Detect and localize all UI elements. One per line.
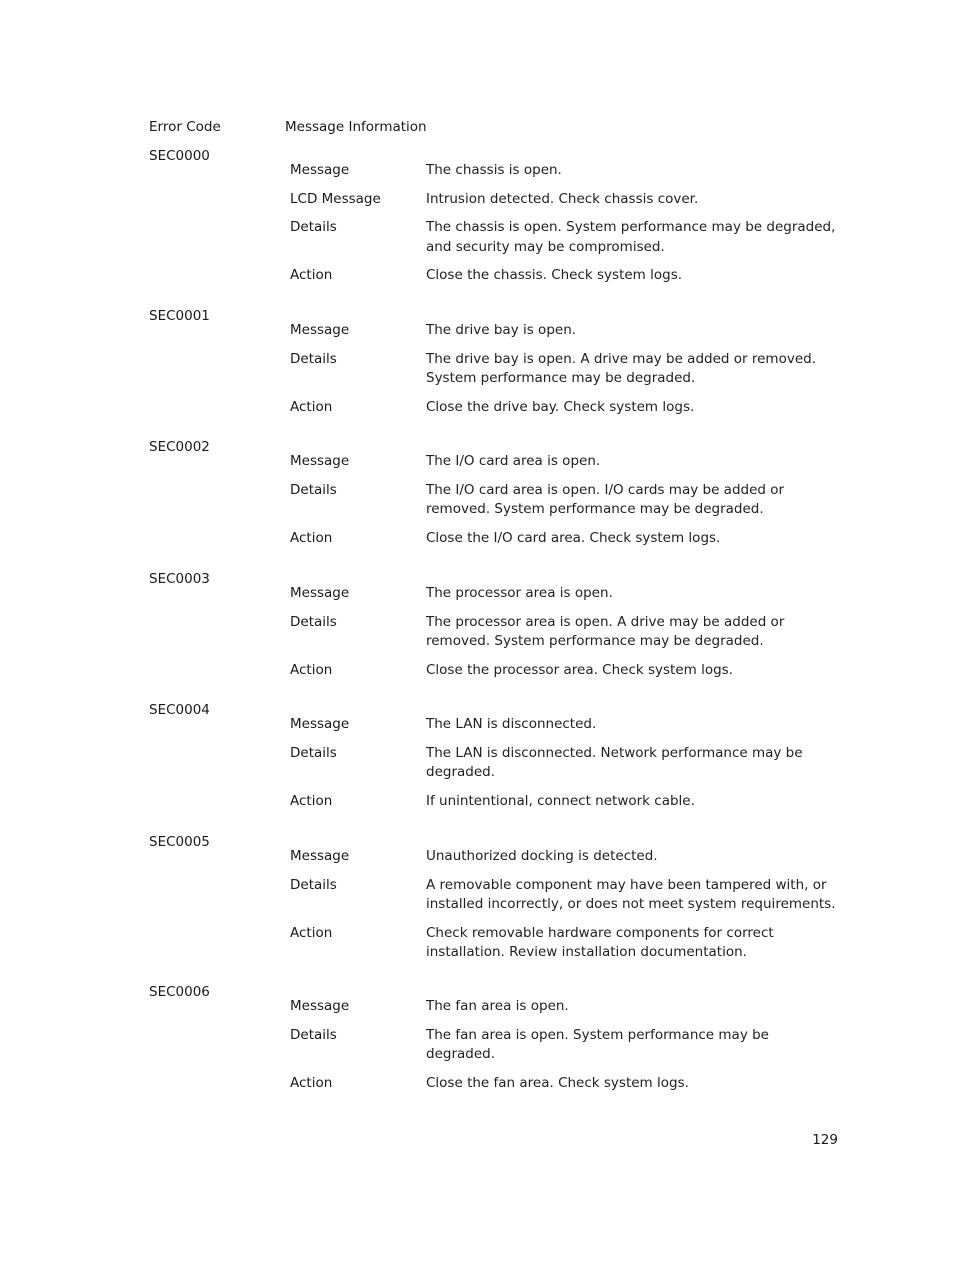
field-value: Close the chassis. Check system logs. bbox=[426, 267, 683, 283]
error-code: SEC0006 bbox=[149, 984, 210, 1000]
field-label: LCD Message bbox=[290, 190, 381, 207]
field-details bbox=[290, 1026, 840, 1065]
field-value: The drive bay is open. bbox=[426, 322, 577, 338]
field-details bbox=[290, 744, 840, 783]
field-message bbox=[290, 715, 840, 735]
message-fields bbox=[290, 452, 840, 557]
field-action bbox=[290, 398, 840, 418]
field-label: Message bbox=[290, 848, 350, 864]
field-value: The I/O card area is open. bbox=[426, 453, 601, 469]
page-number: 129 bbox=[812, 1132, 838, 1148]
field-label: Details bbox=[290, 350, 337, 367]
field-value: The processor area is open. A drive may be added or removed. System performance may be degraded. bbox=[426, 613, 785, 649]
field-label: Action bbox=[290, 529, 333, 546]
field-value: The I/O card area is open. I/O cards may be added or removed. System performance may be degraded. bbox=[426, 481, 785, 517]
error-code: SEC0004 bbox=[149, 702, 210, 718]
field-message bbox=[290, 847, 840, 867]
field-message bbox=[290, 161, 840, 181]
field-label: Action bbox=[290, 267, 333, 283]
field-value: The chassis is open. System performance may be degraded, and security may be compromised. bbox=[426, 219, 836, 255]
field-label: Action bbox=[290, 924, 333, 941]
field-value: Check removable hardware components for correct installation. Review installation documentation. bbox=[426, 924, 774, 960]
field-lcd-message bbox=[290, 190, 840, 210]
field-label: Details bbox=[290, 876, 337, 893]
error-code-column-header: Error Code bbox=[149, 119, 221, 135]
field-label: Action bbox=[290, 398, 333, 415]
field-action bbox=[290, 266, 840, 286]
message-fields bbox=[290, 161, 840, 295]
field-value: The fan area is open. bbox=[426, 998, 569, 1014]
field-value: Intrusion detected. Check chassis cover. bbox=[426, 190, 699, 207]
error-code: SEC0003 bbox=[149, 571, 210, 587]
field-label: Action bbox=[290, 661, 333, 678]
field-value: Close the I/O card area. Check system logs. bbox=[426, 529, 721, 546]
field-details bbox=[290, 218, 840, 257]
field-value: The fan area is open. System performance may be degraded. bbox=[426, 1026, 769, 1062]
field-details bbox=[290, 876, 840, 915]
field-message bbox=[290, 452, 840, 472]
field-message bbox=[290, 321, 840, 341]
field-label: Message bbox=[290, 716, 350, 732]
field-message bbox=[290, 584, 840, 604]
field-label: Message bbox=[290, 998, 350, 1014]
field-label: Message bbox=[290, 585, 350, 601]
field-label: Details bbox=[290, 219, 337, 235]
field-value: The chassis is open. bbox=[426, 162, 562, 178]
field-label: Action bbox=[290, 792, 333, 809]
field-value: Close the fan area. Check system logs. bbox=[426, 1074, 689, 1091]
field-value: Close the processor area. Check system logs. bbox=[426, 661, 733, 678]
field-value: Unauthorized docking is detected. bbox=[426, 848, 658, 864]
field-action bbox=[290, 1074, 840, 1094]
error-code: SEC0002 bbox=[149, 439, 210, 455]
field-value: The LAN is disconnected. Network performance may be degraded. bbox=[426, 744, 803, 780]
message-fields bbox=[290, 847, 840, 972]
error-code: SEC0000 bbox=[149, 148, 210, 164]
message-fields bbox=[290, 997, 840, 1102]
message-fields bbox=[290, 584, 840, 689]
field-details bbox=[290, 481, 840, 520]
field-action bbox=[290, 924, 840, 963]
field-label: Message bbox=[290, 322, 350, 338]
field-label: Message bbox=[290, 453, 350, 469]
field-value: The LAN is disconnected. bbox=[426, 716, 597, 732]
message-fields bbox=[290, 321, 840, 426]
message-information-column-header: Message Information bbox=[285, 119, 427, 135]
field-label: Details bbox=[290, 481, 337, 498]
field-message bbox=[290, 997, 840, 1017]
field-value: A removable component may have been tampered with, or installed incorrectly, or does not meet system requirements. bbox=[426, 876, 836, 912]
field-action bbox=[290, 529, 840, 549]
table-header bbox=[149, 119, 839, 141]
field-action bbox=[290, 661, 840, 681]
field-value: The drive bay is open. A drive may be added or removed. System performance may be degraded. bbox=[426, 350, 816, 386]
field-label: Details bbox=[290, 744, 337, 761]
field-action bbox=[290, 792, 840, 812]
error-code: SEC0001 bbox=[149, 308, 210, 324]
field-label: Details bbox=[290, 1026, 337, 1043]
field-label: Details bbox=[290, 613, 337, 630]
field-details bbox=[290, 613, 840, 652]
field-value: If unintentional, connect network cable. bbox=[426, 792, 695, 809]
field-details bbox=[290, 350, 840, 389]
field-value: Close the drive bay. Check system logs. bbox=[426, 398, 695, 415]
message-fields bbox=[290, 715, 840, 820]
error-code: SEC0005 bbox=[149, 834, 210, 850]
field-label: Action bbox=[290, 1074, 333, 1091]
field-label: Message bbox=[290, 162, 350, 178]
field-value: The processor area is open. bbox=[426, 585, 613, 601]
